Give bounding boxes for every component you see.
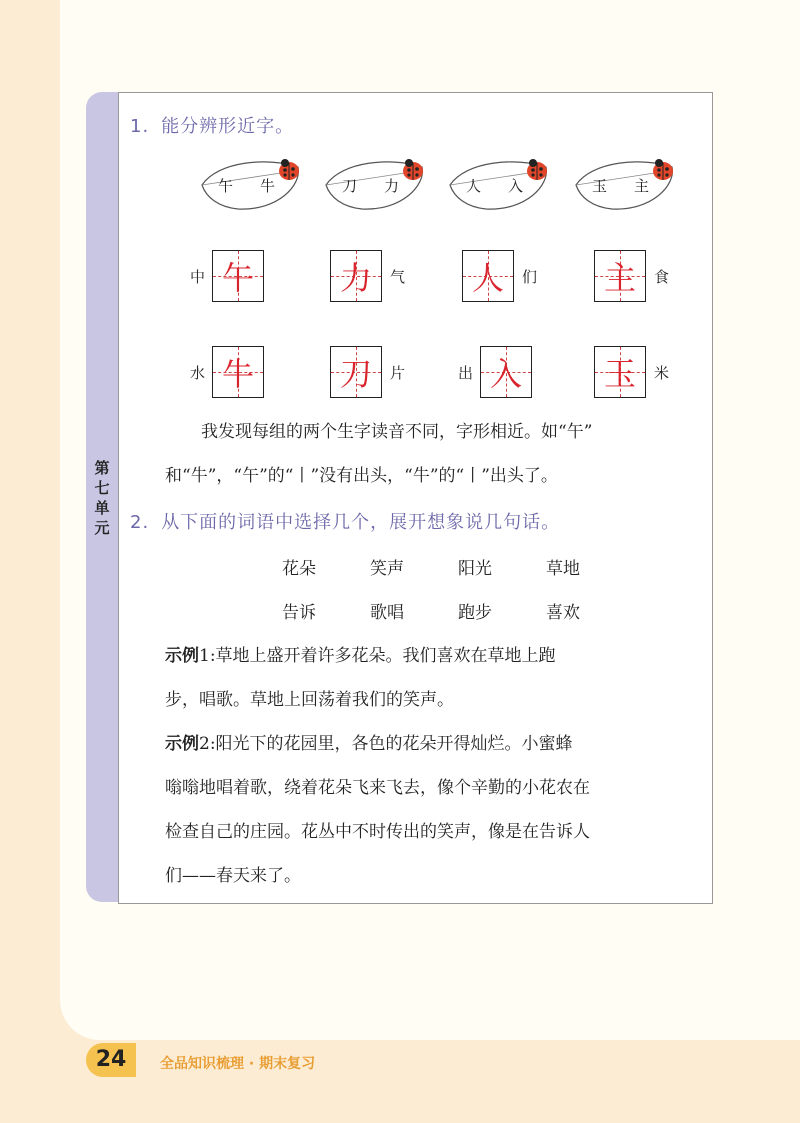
grid-before-char: 出 xyxy=(458,364,474,382)
grid-character: 力 xyxy=(339,259,372,297)
ladybug-icon xyxy=(276,157,302,181)
grid-before-char: 水 xyxy=(190,364,206,382)
explanation-line-1: 我发现每组的两个生字读音不同，字形相近。如“午” xyxy=(201,422,593,442)
section1-title: 能分辨形近字。 xyxy=(161,116,295,137)
tian-grid-box xyxy=(480,346,532,398)
grid-after-char: 片 xyxy=(390,364,406,382)
leaf-left-char: 刀 xyxy=(342,177,358,195)
example2-line-2: 嗡嗡地唱着歌，绕着花朵飞来飞去，像个辛勤的小花农在 xyxy=(165,778,590,798)
example2-text-1: 阳光下的花园里，各色的花朵开得灿烂。小蜜蜂 xyxy=(215,734,573,754)
grid-character: 主 xyxy=(603,259,636,297)
example2-number: 2: xyxy=(199,734,216,754)
leaf-right-char: 主 xyxy=(634,177,650,195)
word-item: 跑步 xyxy=(458,603,492,623)
page-number: 24 xyxy=(86,1043,136,1077)
word-item: 花朵 xyxy=(282,559,316,579)
ladybug-icon xyxy=(400,157,426,181)
example2-line-1 xyxy=(165,722,710,766)
tian-grid-box xyxy=(330,250,382,302)
word-item: 歌唱 xyxy=(370,603,404,623)
leaf-card xyxy=(446,155,552,213)
grid-after-char: 米 xyxy=(654,364,670,382)
example1-text-1: 草地上盛开着许多花朵。我们喜欢在草地上跑 xyxy=(215,646,556,666)
example2-line-3: 检查自己的庄园。花丛中不时传出的笑声，像是在告诉人 xyxy=(165,822,590,842)
tian-grid-box xyxy=(462,250,514,302)
example2-label: 示例 xyxy=(165,734,199,754)
tian-grid-box xyxy=(594,250,646,302)
example1-number: 1: xyxy=(199,646,216,666)
grid-before-char: 中 xyxy=(190,268,206,286)
word-item: 草地 xyxy=(546,559,580,579)
grid-character: 午 xyxy=(221,259,254,297)
section1-heading xyxy=(130,112,294,138)
grid-after-char: 食 xyxy=(654,268,670,286)
example1-line-2: 步，唱歌。草地上回荡着我们的笑声。 xyxy=(165,690,454,710)
leaf-card xyxy=(198,155,304,213)
leaf-card xyxy=(322,155,428,213)
leaf-right-char: 力 xyxy=(384,177,400,195)
example1-label: 示例 xyxy=(165,646,199,666)
grid-after-char: 们 xyxy=(522,268,538,286)
word-item: 喜欢 xyxy=(546,603,580,623)
example2-line-4: 们——春天来了。 xyxy=(165,866,301,886)
grid-after-char: 气 xyxy=(390,268,406,286)
section2-title: 从下面的词语中选择几个，展开想象说几句话。 xyxy=(161,512,561,533)
ladybug-icon xyxy=(650,157,676,181)
tian-grid-box xyxy=(212,250,264,302)
grid-character: 刀 xyxy=(339,355,372,393)
word-item: 告诉 xyxy=(282,603,316,623)
grid-character: 牛 xyxy=(221,355,254,393)
leaf-right-char: 牛 xyxy=(260,177,276,195)
grid-character: 人 xyxy=(471,259,504,297)
section1-number: 1. xyxy=(130,116,150,137)
tian-grid-box xyxy=(330,346,382,398)
tian-grid-box xyxy=(594,346,646,398)
section2-number: 2. xyxy=(130,512,150,533)
grid-character: 玉 xyxy=(603,355,636,393)
leaf-right-char: 入 xyxy=(508,177,524,195)
book-title: 全品知识梳理 · 期末复习 xyxy=(160,1056,316,1072)
ladybug-icon xyxy=(524,157,550,181)
leaf-left-char: 人 xyxy=(466,177,482,195)
explanation-line-2: 和“牛”，“午”的“丨”没有出头，“牛”的“丨”出头了。 xyxy=(165,466,558,486)
leaf-left-char: 午 xyxy=(218,177,234,195)
word-item: 阳光 xyxy=(458,559,492,579)
example1-line-1 xyxy=(165,634,710,678)
section2-heading xyxy=(130,508,560,534)
unit-label: 第七单元 xyxy=(94,459,110,537)
leaf-left-char: 玉 xyxy=(592,177,608,195)
grid-character: 入 xyxy=(489,355,522,393)
leaf-card xyxy=(572,155,678,213)
word-item: 笑声 xyxy=(370,559,404,579)
tian-grid-box xyxy=(212,346,264,398)
